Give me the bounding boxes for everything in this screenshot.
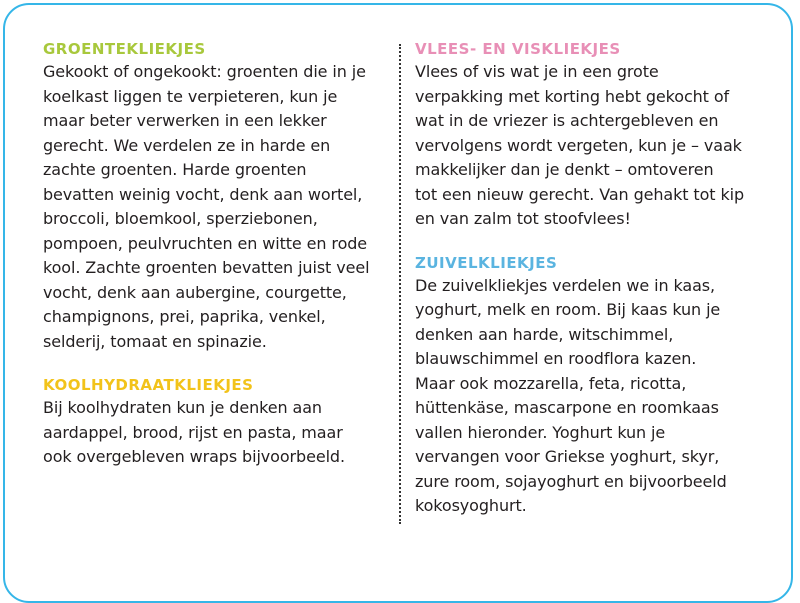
text-line: vervangen voor Griekse yoghurt, skyr, (415, 447, 720, 466)
text-line: pompoen, peulvruchten en witte en rode (43, 233, 368, 253)
text-line: bevatten weinig vocht, denk aan wortel, (43, 184, 363, 204)
text-line: selderij, tomaat en spinazie. (43, 331, 267, 351)
text-line: en van zalm tot stoofvlees! (415, 209, 631, 228)
groente-body (43, 60, 393, 354)
text-line: tot een nieuw gerecht. Van gehakt tot kip (415, 184, 745, 204)
vlees-heading: VLEES- EN VISKLIEKJES (415, 40, 621, 58)
groente-heading: GROENTEKLIEKJES (43, 40, 206, 58)
text-line: Bij koolhydraten kun je denken aan (43, 398, 322, 417)
text-line: vervolgens wordt vergeten, kun je – vaak (415, 135, 742, 155)
text-line: kokosyoghurt. (415, 496, 527, 515)
text-line: gerecht. We verdelen ze in harde en (43, 135, 331, 155)
text-line: ook overgebleven wraps bijvoorbeeld. (43, 447, 345, 466)
text-line: Maar ook mozzarella, feta, ricotta, (415, 373, 687, 393)
text-line: zure room, sojayoghurt en bijvoorbeeld (415, 471, 727, 491)
text-line: makkelijker dan je denkt – omtoveren (415, 160, 714, 179)
text-line: champignons, prei, paprika, venkel, (43, 307, 326, 326)
text-line: hüttenkäse, mascarpone en roomkaas (415, 398, 719, 417)
section-zuivel (415, 252, 765, 519)
zuivel-body (415, 274, 765, 519)
text-line: maar beter verwerken in een lekker (43, 111, 327, 130)
text-line: denken aan harde, witschimmel, (415, 324, 674, 344)
koolhydraat-heading: KOOLHYDRAATKLIEKJES (43, 376, 254, 394)
section-koolhydraat (43, 374, 393, 470)
text-line: wat in de vriezer is achtergebleven en (415, 111, 719, 130)
text-line: zachte groenten. Harde groenten (43, 160, 307, 179)
text-line: aardappel, brood, rijst en pasta, maar (43, 422, 343, 442)
text-line: koelkast liggen te verpieteren, kun je (43, 86, 338, 106)
text-line: kool. Zachte groenten bevatten juist veel (43, 258, 370, 277)
left-column (43, 38, 393, 470)
vlees-body (415, 60, 765, 232)
section-groente (43, 38, 393, 354)
text-line: verpakking met korting hebt gekocht of (415, 86, 730, 106)
text-line: vocht, denk aan aubergine, courgette, (43, 282, 347, 302)
koolhydraat-body (43, 396, 393, 470)
text-line: yoghurt, melk en room. Bij kaas kun je (415, 300, 721, 319)
section-vlees (415, 38, 765, 232)
text-line: vallen hieronder. Yoghurt kun je (415, 422, 666, 442)
text-line: Gekookt of ongekookt: groenten die in je (43, 62, 366, 81)
zuivel-heading: ZUIVELKLIEKJES (415, 253, 558, 272)
text-line: broccoli, bloemkool, sperziebonen, (43, 209, 318, 228)
text-line: De zuivelkliekjes verdelen we in kaas, (415, 275, 715, 295)
text-line: blauwschimmel en roodflora kazen. (415, 349, 697, 368)
text-line: Vlees of vis wat je in een grote (415, 62, 659, 81)
right-column (415, 38, 765, 519)
column-divider (399, 44, 401, 524)
